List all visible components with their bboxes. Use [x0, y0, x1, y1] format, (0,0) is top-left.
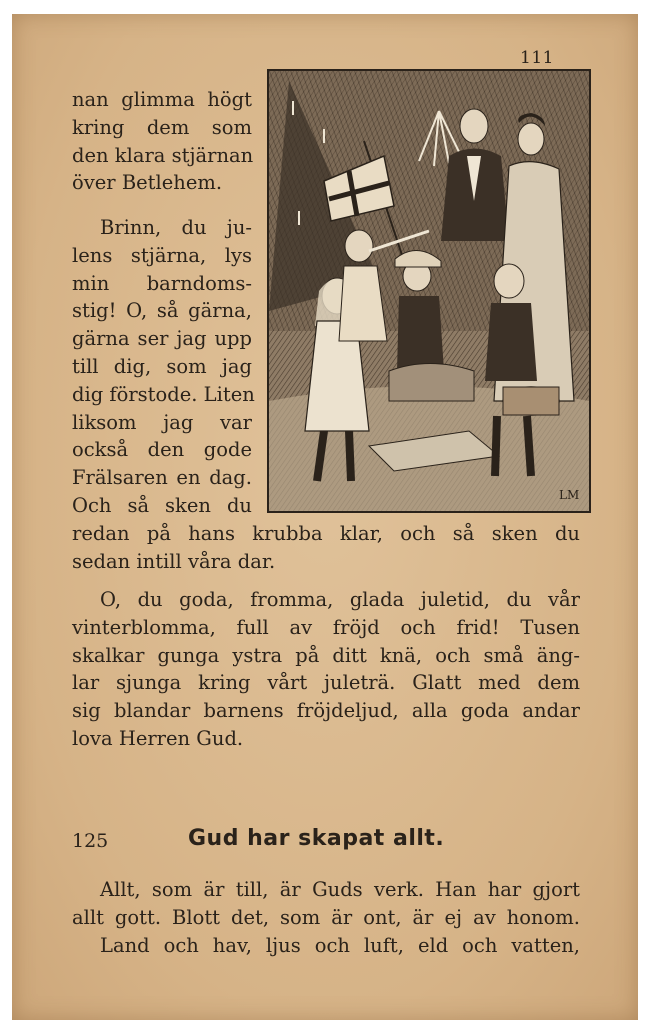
engraving-image [269, 71, 589, 511]
text-line: min barndoms- [72, 271, 252, 295]
text-line: skalkar gunga ystra på ditt knä, och små äng- [72, 643, 580, 667]
paragraph-brinn-continued [72, 520, 580, 576]
text-line: O, du goda, fromma, glada juletid, du vår [100, 588, 580, 611]
paragraph-gud [72, 876, 580, 959]
text-line: till dig, som jag [72, 354, 252, 378]
text-line: stig! O, så gärna, [72, 299, 252, 323]
text-line: också den gode [72, 438, 252, 462]
page-number: 111 [520, 48, 554, 68]
text-line: lens stjärna, lys [72, 243, 252, 267]
text-line: redan på hans krubba klar, och så sken du [72, 522, 580, 545]
text-line: vinterblomma, full av fröjd och frid! Tusen [72, 615, 580, 639]
artist-signature: LM [559, 488, 580, 502]
text-line: Allt, som är till, är Guds verk. Han har gjort [100, 878, 580, 901]
text-line: kring dem som [72, 115, 252, 139]
section-title: Gud har skapat allt. [188, 826, 445, 851]
text-line: lar sjunga kring vårt juleträ. Glatt med dem [72, 671, 580, 695]
paragraph-brinn [72, 214, 255, 520]
text-line: nan glimma högt [72, 88, 252, 111]
intro-paragraph [72, 86, 252, 197]
text-line: allt gott. Blott det, som är ont, är ej av honom. [72, 905, 580, 929]
text-line: Frälsaren en dag. [72, 466, 252, 490]
text-line: Och så sken du [72, 493, 252, 517]
paragraph-juletid [72, 586, 580, 753]
christmas-engraving [267, 69, 591, 513]
text-line: Brinn, du ju- [100, 216, 252, 239]
text-line: liksom jag var [72, 410, 252, 434]
text-line: över Betlehem. [72, 171, 223, 195]
text-line: Land och hav, ljus och luft, eld och vatten, [100, 933, 580, 957]
text-line: gärna ser jag upp [72, 327, 252, 351]
text-line: dig förstode. Liten [72, 382, 255, 406]
text-line: lova Herren Gud. [72, 726, 244, 750]
text-line: sedan intill våra dar. [72, 549, 276, 573]
section-number: 125 [72, 830, 109, 852]
text-line: sig blandar barnens fröjdeljud, alla goda andar [72, 699, 580, 723]
book-page [12, 14, 638, 1020]
text-line: den klara stjärnan [72, 143, 254, 167]
